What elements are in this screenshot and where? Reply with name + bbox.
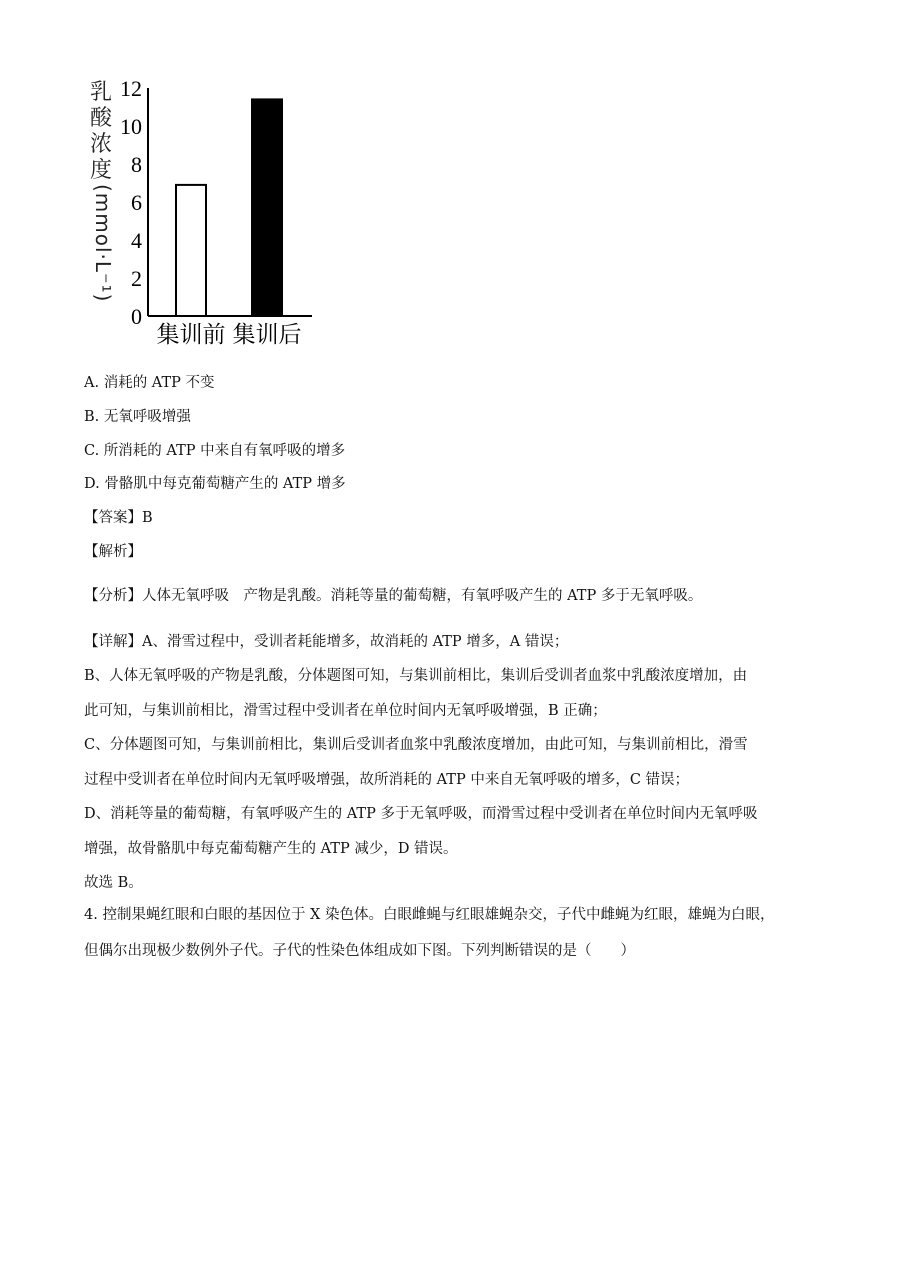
detail-line: C、分体题图可知，与集训前相比，集训后受训者血浆中乳酸浓度增加，由此可知，与集训前相比，滑雪	[84, 737, 748, 753]
detail-line: 此可知，与集训前相比，滑雪过程中受训者在单位时间内无氧呼吸增强，B 正确；	[84, 703, 607, 719]
lactate-bar-chart	[80, 76, 330, 356]
ylabel-char: 浓	[89, 132, 112, 157]
detail-line: 故选 B。	[84, 875, 143, 891]
option-d: D. 骨骼肌中每克葡萄糖产生的 ATP 增多	[84, 476, 346, 492]
category-label: 集训前	[156, 322, 226, 348]
analysis-text: 【分析】人体无氧呼吸 产物是乳酸。消耗等量的葡萄糖，有氧呼吸产生的 ATP 多于无氧呼吸。	[84, 588, 703, 604]
category-label: 集训后	[232, 322, 302, 348]
question4-line: 但偶尔出现极少数例外子代。子代的性染色体组成如下图。下列判断错误的是（ ）	[84, 943, 635, 959]
option-b: B. 无氧呼吸增强	[84, 409, 191, 425]
y-tick-label: 0	[131, 304, 142, 329]
ylabel-char: 度	[89, 158, 112, 183]
y-tick-label: 6	[131, 190, 142, 215]
analysis-heading: 【解析】	[84, 544, 142, 560]
bar-after	[252, 99, 282, 316]
detail-line: 增强，故骨骼肌中每克葡萄糖产生的 ATP 减少，D 错误。	[84, 841, 458, 857]
option-c: C. 所消耗的 ATP 中来自有氧呼吸的增多	[84, 443, 346, 459]
option-a: A. 消耗的 ATP 不变	[84, 375, 215, 391]
y-tick-label: 12	[120, 76, 142, 101]
y-tick-label: 2	[131, 266, 142, 291]
y-tick-label: 8	[131, 152, 142, 177]
ylabel-char: 乳	[89, 80, 112, 105]
bar-before	[176, 185, 206, 316]
detail-line: 【详解】A、滑雪过程中，受训者耗能增多，故消耗的 ATP 增多，A 错误；	[84, 634, 569, 650]
ylabel-char: 酸	[89, 106, 112, 131]
answer-line: 【答案】B	[84, 510, 153, 526]
detail-line: B、人体无氧呼吸的产物是乳酸，分体题图可知，与集训前相比，集训后受训者血浆中乳酸浓度增加，由	[84, 668, 748, 684]
detail-line: D、消耗等量的葡萄糖，有氧呼吸产生的 ATP 多于无氧呼吸，而滑雪过程中受训者在单位时间内无氧呼吸	[84, 806, 758, 822]
detail-line: 过程中受训者在单位时间内无氧呼吸增强，故所消耗的 ATP 中来自无氧呼吸的增多，C 错误；	[84, 772, 690, 788]
ylabel-unit: (mmol·L⁻¹)	[91, 184, 115, 303]
y-tick-label: 4	[131, 228, 142, 253]
y-tick-label: 10	[120, 114, 142, 139]
question4-line: 4. 控制果蝇红眼和白眼的基因位于 X 染色体。白眼雌蝇与红眼雄蝇杂交，子代中雌蝇为红眼，雄蝇为白眼，	[84, 907, 775, 923]
